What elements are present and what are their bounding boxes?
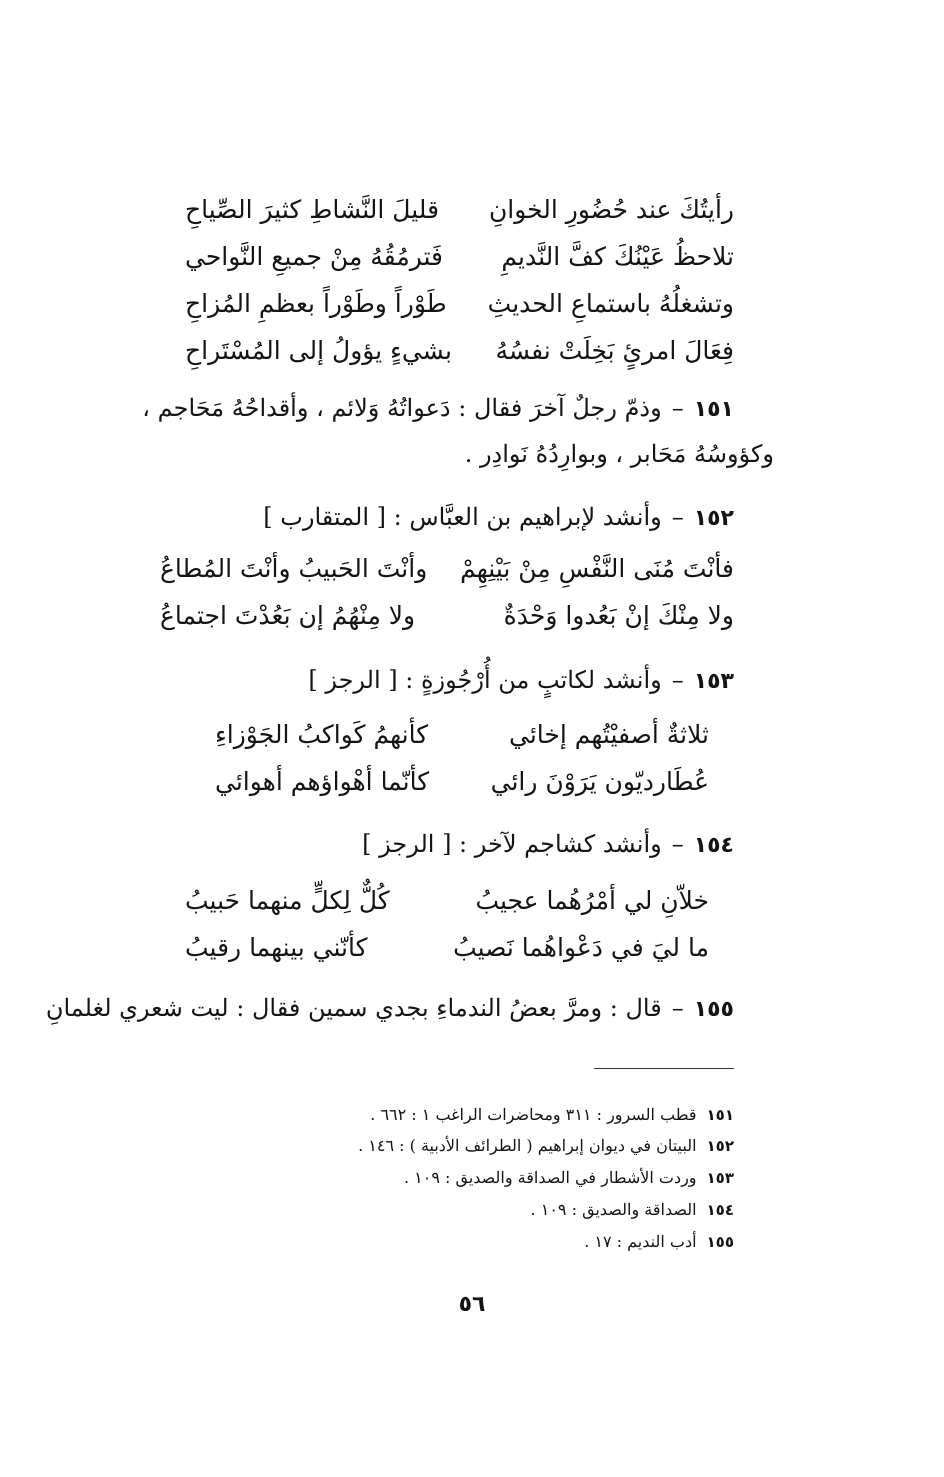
hemistich-right: وتشغلُهُ باستماعِ الحديثِ xyxy=(487,289,734,318)
intro-text: وأنشد لإبراهيم بن العبَّاس : [ المتقارب ] xyxy=(263,503,662,531)
hemistich-right: ثلاثةٌ أصفيْتُهم إخائي xyxy=(508,720,709,749)
item-number: ١٥٢ xyxy=(693,506,734,531)
item-number: ١٥٥ xyxy=(693,997,734,1022)
hemistich-right: ما ليَ في دَعْواهُما نَصيبُ xyxy=(453,933,709,962)
footnote xyxy=(584,1227,734,1257)
verse-line xyxy=(160,547,734,591)
hemistich-left: بشيءٍ يؤولُ إلى المُسْتَراحِ xyxy=(185,336,452,365)
footnote-number: ١٥٣ xyxy=(706,1169,734,1187)
footnote-text: قطب السرور : ٣١١ ومحاضرات الراغب ١ : ٦٦٢ . xyxy=(370,1105,697,1124)
hemistich-left: وأنْتَ الحَبيبُ وأنْتَ المُطاعُ xyxy=(160,554,428,583)
hemistich-left: كُلٌّ لِكلٍّ منهما حَبيبُ xyxy=(185,886,390,915)
hemistich-left: كأنّما أهْواؤهم أهوائي xyxy=(215,767,430,796)
hemistich-right: ولا مِنْكَ إنْ بَعُدوا وَحْدَةٌ xyxy=(503,601,734,630)
footnote xyxy=(370,1100,734,1130)
hemistich-left: كأنّني بينهما رقيبُ xyxy=(185,933,368,962)
footnote-number: ١٥٤ xyxy=(706,1201,734,1219)
hemistich-left: طَوْراً وطَوْراً بعظمِ المُزاحِ xyxy=(185,289,447,318)
verse-line xyxy=(185,282,734,326)
item-number: ١٥٣ xyxy=(693,669,734,694)
hemistich-left: ولا مِنْهُمُ إن بَعُدْتَ اجتماعُ xyxy=(160,601,416,630)
footnote-text: أدب النديم : ١٧ . xyxy=(584,1232,697,1251)
intro-text: وأنشد لكاتبٍ من أُرْجُوزةٍ : [ الرجز ] xyxy=(308,666,662,694)
hemistich-right: تلاحظُ عَيْنُكَ كفَّ النَّديمِ xyxy=(501,242,734,271)
verse-line xyxy=(185,188,734,232)
hemistich-right: عُطَارديّون يَرَوْنَ رائي xyxy=(490,767,709,796)
verse-line xyxy=(185,329,734,373)
paragraph-text: وكؤوسُهُ مَحَابر ، وبوارِدُهُ نَوادِر . xyxy=(464,440,774,468)
paragraph-intro: ١٥٢–وأنشد لإبراهيم بن العبَّاس : [ المتقارب ] xyxy=(263,503,734,531)
paragraph-line: ١٥٥–قال : ومرَّ بعضُ الندماءِ بجدي سمين فقال : ليت شعري لغلمانِ xyxy=(45,994,734,1022)
verse-line xyxy=(215,760,709,804)
page-number: ٥٦ xyxy=(458,1292,486,1317)
verse-line xyxy=(215,713,709,757)
item-number: ١٥١ xyxy=(693,397,734,422)
paragraph-line: ١٥١–وذمّ رجلٌ آخرَ فقال : دَعواتُهُ وَلائم ، وأقداحُهُ مَحَاجم ، xyxy=(142,394,734,422)
hemistich-right: فأنْتَ مُنَى النَّفْسِ مِنْ بَيْنِهِمْ xyxy=(460,554,734,583)
paragraph-intro: ١٥٣–وأنشد لكاتبٍ من أُرْجُوزةٍ : [ الرجز ] xyxy=(308,666,734,694)
footnote-number: ١٥١ xyxy=(706,1106,734,1124)
footnote xyxy=(531,1195,734,1225)
footnote-text: البيتان في ديوان إبراهيم ( الطرائف الأدبية ) : ١٤٦ . xyxy=(358,1136,697,1155)
paragraph-line xyxy=(465,434,774,474)
verse-line xyxy=(185,235,734,279)
hemistich-left: فَترمُقُهُ مِنْ جميعِ النَّواحي xyxy=(185,242,444,271)
footnote xyxy=(358,1131,734,1161)
hemistich-left: قليلَ النَّشاطِ كثيرَ الصِّياحِ xyxy=(185,195,440,224)
footnote xyxy=(404,1163,734,1193)
item-number: ١٥٤ xyxy=(693,833,734,858)
paragraph-text: قال : ومرَّ بعضُ الندماءِ بجدي سمين فقال : ليت شعري لغلمانِ xyxy=(45,994,662,1022)
intro-text: وأنشد كشاجم لآخر : [ الرجز ] xyxy=(362,830,662,858)
paragraph-text: وذمّ رجلٌ آخرَ فقال : دَعواتُهُ وَلائم ، وأقداحُهُ مَحَاجم ، xyxy=(142,394,662,422)
footnote-text: الصداقة والصديق : ١٠٩ . xyxy=(530,1200,697,1219)
footnote-number: ١٥٢ xyxy=(706,1137,734,1155)
hemistich-right: خلاّنِ لي أمْرُهُما عجيبُ xyxy=(475,886,709,915)
verse-line xyxy=(185,879,709,923)
verse-line xyxy=(185,926,709,970)
verse-line xyxy=(160,594,734,638)
hemistich-left: كأنهمُ كَواكبُ الجَوْزاءِ xyxy=(215,720,429,749)
footnote-number: ١٥٥ xyxy=(706,1233,734,1251)
footnote-text: وردت الأشطار في الصداقة والصديق : ١٠٩ . xyxy=(403,1168,697,1187)
hemistich-right: فِعَالَ امرئٍ بَخِلَتْ نفسُهُ xyxy=(495,336,734,365)
footnote-divider xyxy=(594,1068,734,1069)
paragraph-intro: ١٥٤–وأنشد كشاجم لآخر : [ الرجز ] xyxy=(362,830,734,858)
hemistich-right: رأيتُكَ عند حُضُورِ الخوانِ xyxy=(488,195,734,224)
